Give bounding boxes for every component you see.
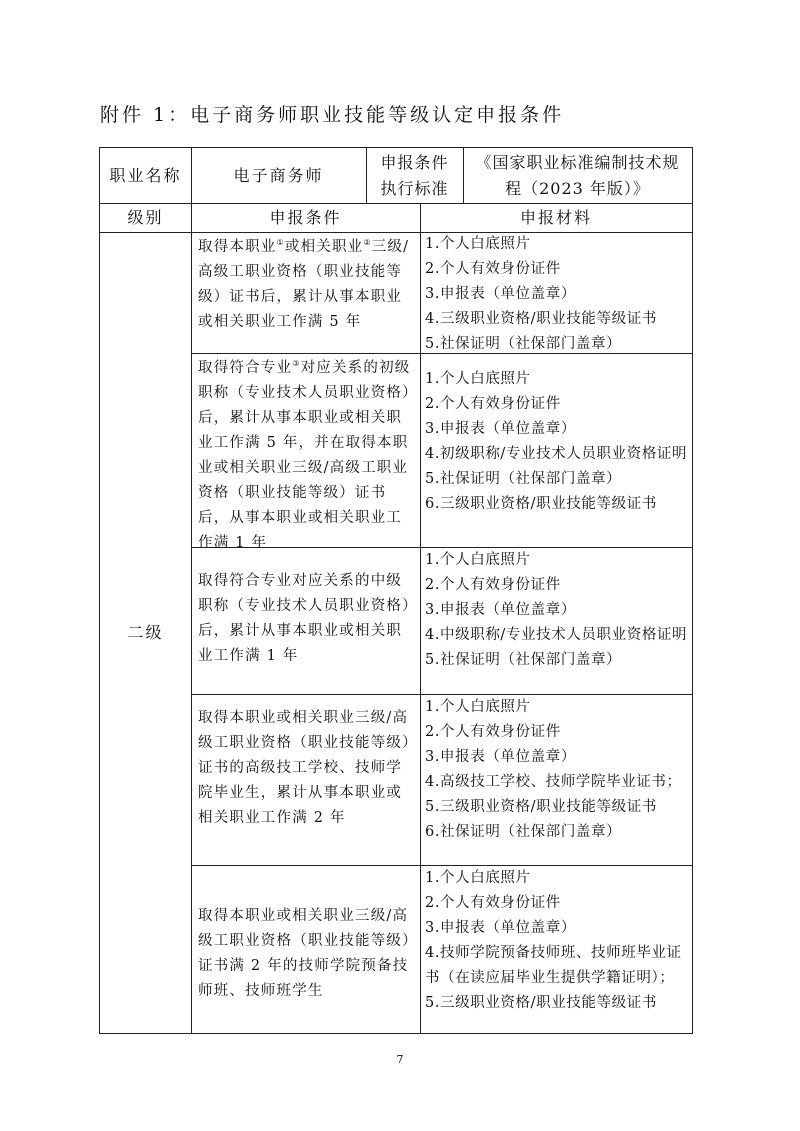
materials-cell: [420, 548, 692, 694]
requirements-table: [99, 147, 693, 1034]
occupation-label: 职业名称: [109, 166, 182, 185]
material-item: 4.初级职称/专业技术人员职业资格证明: [425, 446, 688, 462]
material-item: 3.申报表（单位盖章）: [425, 421, 576, 437]
materials-cell: [420, 232, 692, 353]
material-item: 1.个人白底照片: [425, 552, 531, 568]
material-item: 1.个人白底照片: [425, 699, 531, 715]
condition-cell: 取得本职业或相关职业三级/高级工职业资格（职业技能等级）证书的高级技工学校、技师学院毕业生，累计从事本职业或相关职业工作满 2 年: [198, 710, 411, 826]
standard-value: 《国家职业标准编制技术规程（2023 年版）》: [475, 152, 680, 198]
materials-cell: [420, 367, 692, 547]
page-title: 附件 1：电子商务师职业技能等级认定申报条件: [100, 104, 565, 126]
material-item: 2.个人有效身份证件: [425, 261, 561, 277]
material-item: 3.申报表（单位盖章）: [425, 286, 576, 302]
material-item: 5.社保证明（社保部门盖章）: [425, 336, 622, 352]
materials-cell: [420, 695, 692, 865]
material-item: 2.个人有效身份证件: [425, 895, 561, 911]
material-item: 4.高级技工学校、技师学院毕业证书；: [425, 774, 682, 790]
condition-cell: 取得本职业或相关职业三级/高级工职业资格（职业技能等级）证书满 2 年的技师学院预备技师班、技师班学生: [198, 908, 411, 999]
condition-cell: 取得本职业①或相关职业②三级/高级工职业资格（职业技能等级）证书后，累计从事本职业或相关职业工作满 5 年: [198, 238, 410, 330]
condition-cell: 取得符合专业对应关系的中级职称（专业技术人员职业资格）后，累计从事本职业或相关职业工作满 1 年: [198, 573, 411, 664]
material-item: 1.个人白底照片: [425, 870, 531, 886]
material-item: 2.个人有效身份证件: [425, 577, 561, 593]
material-item: 5.社保证明（社保部门盖章）: [425, 471, 622, 487]
material-item: 1.个人白底照片: [425, 371, 531, 387]
material-item: 1.个人白底照片: [425, 236, 531, 252]
level-cell: 二级: [127, 623, 164, 642]
condition-cell: 取得符合专业③对应关系的初级职称（专业技术人员职业资格）后，累计从事本职业或相关职业工作满 5 年，并在取得本职业或相关职业三级/高级工职业资格（职业技能等级）证书后，从事本职业或相关职业工作满 1 年: [198, 359, 411, 551]
material-item: 6.社保证明（社保部门盖章）: [425, 824, 622, 840]
material-item: 4.技师学院预备技师班、技师班毕业证书（在读应届毕业生提供学籍证明）；: [425, 945, 682, 986]
material-item: 5.三级职业资格/职业技能等级证书: [425, 799, 657, 815]
column-header-conditions: 申报条件: [269, 208, 342, 227]
page-number: 7: [396, 1053, 404, 1066]
column-header-level: 级别: [127, 208, 164, 227]
material-item: 3.申报表（单位盖章）: [425, 749, 576, 765]
material-item: 4.三级职业资格/职业技能等级证书: [425, 311, 657, 327]
material-item: 5.社保证明（社保部门盖章）: [425, 652, 622, 668]
standard-label: 申报条件执行标准: [380, 152, 449, 198]
material-item: 2.个人有效身份证件: [425, 724, 561, 740]
material-item: 3.申报表（单位盖章）: [425, 602, 576, 618]
occupation-value: 电子商务师: [233, 166, 324, 185]
material-item: 5.三级职业资格/职业技能等级证书: [425, 995, 657, 1011]
material-item: 2.个人有效身份证件: [425, 396, 561, 412]
column-header-materials: 申报材料: [519, 208, 592, 227]
material-item: 3.申报表（单位盖章）: [425, 920, 576, 936]
material-item: 6.三级职业资格/职业技能等级证书: [425, 496, 657, 512]
materials-cell: [420, 866, 692, 1033]
material-item: 4.中级职称/专业技术人员职业资格证明: [425, 627, 688, 643]
